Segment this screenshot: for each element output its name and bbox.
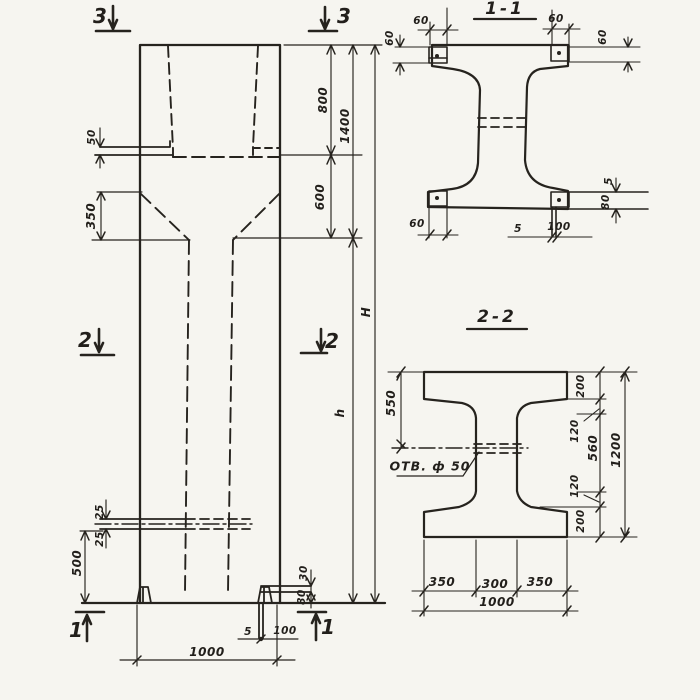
elevation-ledge-lines <box>95 141 173 155</box>
section-1-1-hole-hidden-lines <box>478 118 527 127</box>
s2-dim-200-bottom: 200 <box>575 509 587 533</box>
dim-hole-500: 500 <box>70 549 84 577</box>
section-marker-3-right: 3 <box>337 4 351 28</box>
section-marker-3-left: 3 <box>93 4 107 28</box>
s2-dim-550: 550 <box>384 389 398 417</box>
anchor-dim-tick-dot <box>259 637 263 641</box>
section-2-2-dimension-lines <box>388 372 637 616</box>
s1-dim-5-bottom: 5 <box>514 223 522 235</box>
dim-shoe-30: 30 <box>298 565 310 581</box>
dim-base-1000: 1000 <box>189 645 225 659</box>
s2-dim-1000: 1000 <box>479 595 515 609</box>
dim-hole-25-lower: 25 <box>94 531 106 547</box>
s2-dim-560: 560 <box>586 434 600 462</box>
dim-hole-25-upper: 25 <box>94 504 106 520</box>
s1-dim-60-bl: 60 <box>409 218 425 230</box>
elevation-dimension-arrows <box>81 45 379 664</box>
s1-dim-5-br: 5 <box>603 177 615 185</box>
s2-dim-120-bottom: 120 <box>569 474 581 498</box>
dim-taper-350: 350 <box>84 202 98 230</box>
section-1-1-title: 1-1 <box>485 0 525 19</box>
s2-dim-200-top: 200 <box>575 374 587 398</box>
elevation-section-markers-linework <box>76 6 337 641</box>
s2-dim-120-top: 120 <box>569 419 581 443</box>
section-marker-1-left: 1 <box>69 618 83 642</box>
elevation-hidden-socket-lines <box>168 46 280 157</box>
section-marker-2-right: 2 <box>325 329 339 353</box>
dim-shoe-80: 80 <box>296 589 308 605</box>
section-2-2-outline <box>424 329 567 537</box>
dim-anchor-100: 100 <box>273 625 297 637</box>
s2-dim-350-left: 350 <box>428 575 456 589</box>
dim-ledge-50: 50 <box>86 129 98 145</box>
s2-hole-label: ОТВ. ф 50 <box>389 458 471 474</box>
s2-dim-300: 300 <box>481 577 509 591</box>
dim-socket-800: 800 <box>316 86 330 114</box>
s1-dim-80-br: 80 <box>600 194 612 210</box>
s1-dim-60-tl-h: 60 <box>384 30 396 46</box>
dim-shaft-h: h <box>333 408 347 418</box>
s1-dim-60-tl-w: 60 <box>413 15 429 27</box>
section-marker-2-left: 2 <box>78 328 92 352</box>
elevation-hidden-web-lines <box>141 194 279 592</box>
section-1-1-outline <box>428 19 568 209</box>
section-marker-1-right: 1 <box>321 615 335 639</box>
s1-dim-100-bottom: 100 <box>547 221 571 233</box>
dim-transition-600: 600 <box>313 183 327 211</box>
s2-dim-1200: 1200 <box>609 432 623 468</box>
dim-anchor-5: 5 <box>244 626 252 638</box>
section-2-2-title: 2-2 <box>477 307 517 327</box>
dim-overall-H: H <box>359 306 373 318</box>
dim-upper-1400: 1400 <box>338 108 352 144</box>
s1-dim-60-tr-w: 60 <box>548 13 564 25</box>
s1-dim-60-tr-h: 60 <box>597 29 609 45</box>
s2-dim-350-right: 350 <box>526 575 554 589</box>
